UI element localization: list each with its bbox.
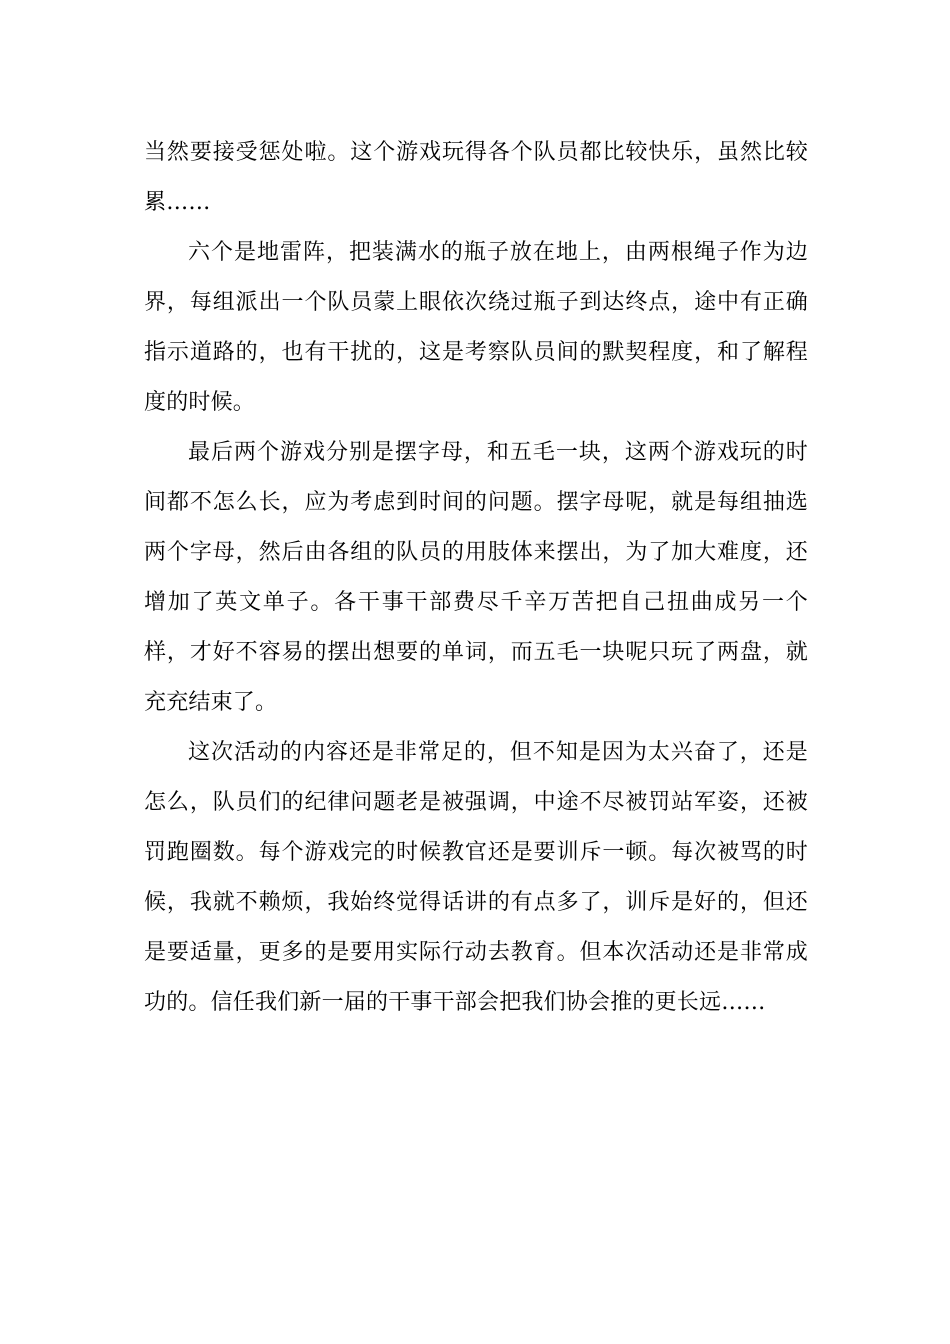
paragraph-conclusion: 这次活动的内容还是非常足的，但不知是因为太兴奋了，还是怎么，队员们的纪律问题老是被强调，中途不尽被罚站军姿，还被罚跑圈数。每个游戏完的时候教官还是要训斥一顿。每次被骂的时候，我就不赖烦，我始终觉得话讲的有点多了，训斥是好的，但还是要适量，更多的是要用实际行动去教育。但本次活动还是非常成功的。信任我们新一届的干事干部会把我们协会推的更长远…… [144,740,808,1015]
paragraph-minefield-game: 六个是地雷阵，把装满水的瓶子放在地上，由两根绳子作为边界，每组派出一个队员蒙上眼依次绕过瓶子到达终点，途中有正确指示道路的，也有干扰的，这是考察队员间的默契程度，和了解程度的时候。 [144,240,808,415]
paragraph-continuation: 当然要接受惩处啦。这个游戏玩得各个队员都比较快乐，虽然比较累…… [144,140,808,215]
paragraph-final-games: 最后两个游戏分别是摆字母，和五毛一块，这两个游戏玩的时间都不怎么长，应为考虑到时间的问题。摆字母呢，就是每组抽选两个字母，然后由各组的队员的用肢体来摆出，为了加大难度，还增加了英文单子。各干事干部费尽千辛万苦把自己扭曲成另一个样，才好不容易的摆出想要的单词，而五毛一块呢只玩了两盘，就充充结束了。 [144,440,808,715]
body-text [144,128,808,1028]
